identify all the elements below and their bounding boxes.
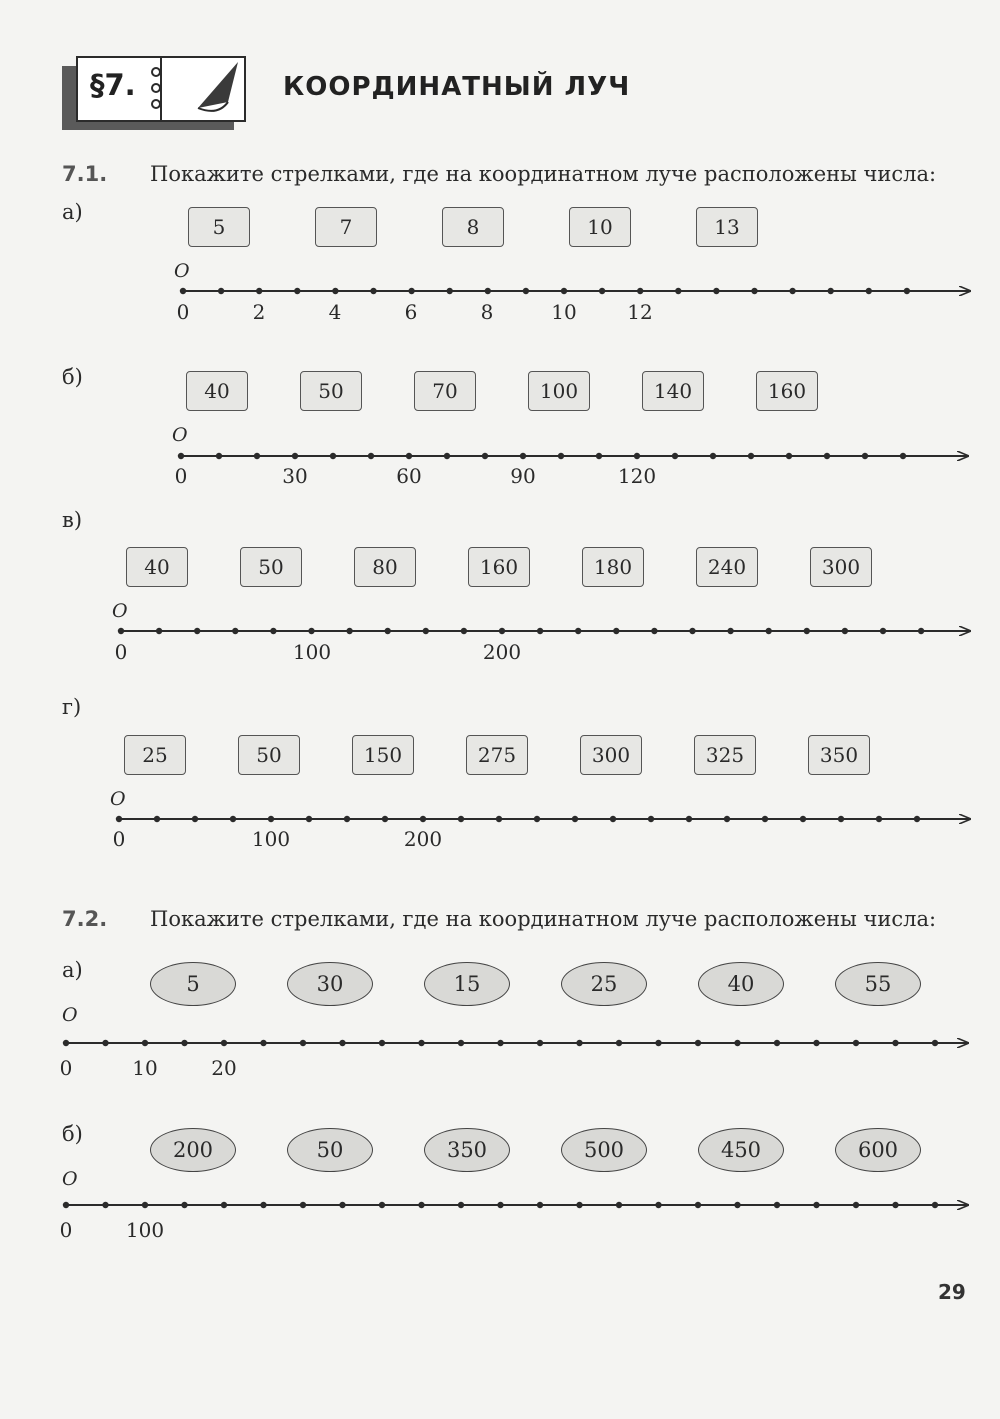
task-number-7-1: 7.1. xyxy=(62,162,108,186)
ray-tick-dot xyxy=(734,1202,740,1208)
ray-tick-dot xyxy=(838,816,844,822)
ray-tick-dot xyxy=(385,628,391,634)
ray-tick-dot xyxy=(634,453,640,459)
number-oval: 55 xyxy=(835,962,921,1006)
origin-label: O xyxy=(174,260,190,282)
number-box: 350 xyxy=(808,735,870,775)
ray-tick-dot xyxy=(675,288,681,294)
number-box: 160 xyxy=(756,371,818,411)
ray-tick-dot xyxy=(637,288,643,294)
ray-tick-dot xyxy=(710,453,716,459)
ray-tick-dot xyxy=(230,816,236,822)
ray-tick-dot xyxy=(418,1040,424,1046)
ray-tick-dot xyxy=(382,816,388,822)
number-oval: 50 xyxy=(287,1128,373,1172)
ray-tick-dot xyxy=(260,1040,266,1046)
ray-tick-dot xyxy=(339,1202,345,1208)
number-oval: 25 xyxy=(561,962,647,1006)
ray-tick-dot xyxy=(368,453,374,459)
ray-tick-dot xyxy=(534,816,540,822)
tick-label: 0 xyxy=(114,640,128,664)
ray-tick-dot xyxy=(458,1040,464,1046)
ray-tick-dot xyxy=(116,816,122,822)
ray-tick-dot xyxy=(520,453,526,459)
ray-tick-dot xyxy=(458,816,464,822)
tick-label: 0 xyxy=(59,1218,73,1242)
ray-tick-dot xyxy=(408,288,414,294)
ray-tick-dot xyxy=(346,628,352,634)
ray-tick-dot xyxy=(655,1040,661,1046)
ray-tick-dot xyxy=(918,628,924,634)
ray-tick-dot xyxy=(616,1202,622,1208)
ray-tick-dot xyxy=(892,1202,898,1208)
ray-tick-dot xyxy=(194,628,200,634)
ray-tick-dot xyxy=(572,816,578,822)
ray-tick-dot xyxy=(379,1202,385,1208)
number-box: 160 xyxy=(468,547,530,587)
ray-tick-dot xyxy=(786,453,792,459)
number-box: 7 xyxy=(315,207,377,247)
number-box: 50 xyxy=(240,547,302,587)
section-number: §7. xyxy=(90,68,136,102)
ray-tick-dot xyxy=(482,453,488,459)
ray-tick-dot xyxy=(613,628,619,634)
ray-tick-dot xyxy=(300,1202,306,1208)
ray-tick-dot xyxy=(762,816,768,822)
ray-tick-dot xyxy=(713,288,719,294)
number-oval: 200 xyxy=(150,1128,236,1172)
ray-tick-dot xyxy=(695,1202,701,1208)
ray-tick-dot xyxy=(672,453,678,459)
ray-tick-dot xyxy=(232,628,238,634)
ray-tick-dot xyxy=(813,1202,819,1208)
ray-tick-dot xyxy=(497,1202,503,1208)
number-box: 40 xyxy=(186,371,248,411)
tick-label: 0 xyxy=(112,827,126,851)
ray-tick-dot xyxy=(599,288,605,294)
ray-tick-dot xyxy=(824,453,830,459)
ray-tick-dot xyxy=(616,1040,622,1046)
ray-tick-dot xyxy=(63,1202,69,1208)
ray-tick-dot xyxy=(914,816,920,822)
number-oval: 350 xyxy=(424,1128,510,1172)
ray-tick-dot xyxy=(192,816,198,822)
number-oval: 450 xyxy=(698,1128,784,1172)
ray-tick-dot xyxy=(444,453,450,459)
task-instruction-7-2: Покажите стрелками, где на координатном луче расположены числа: xyxy=(150,907,937,931)
ray-tick-dot xyxy=(218,288,224,294)
ray-tick-dot xyxy=(379,1040,385,1046)
ray-tick-dot xyxy=(256,288,262,294)
tick-label: 20 xyxy=(211,1056,237,1080)
number-oval: 30 xyxy=(287,962,373,1006)
ray-tick-dot xyxy=(904,288,910,294)
ray-tick-dot xyxy=(892,1040,898,1046)
number-oval: 15 xyxy=(424,962,510,1006)
ray-tick-dot xyxy=(932,1040,938,1046)
ray-tick-dot xyxy=(254,453,260,459)
ray-tick-dot xyxy=(876,816,882,822)
origin-label: O xyxy=(110,788,126,810)
number-box: 70 xyxy=(414,371,476,411)
origin-label: O xyxy=(62,1004,78,1026)
ray-tick-dot xyxy=(221,1040,227,1046)
ray-tick-dot xyxy=(853,1202,859,1208)
ray-tick-dot xyxy=(180,288,186,294)
tick-label: 90 xyxy=(510,464,536,488)
number-box: 25 xyxy=(124,735,186,775)
ray-tick-dot xyxy=(853,1040,859,1046)
ray-tick-dot xyxy=(900,453,906,459)
ray-tick-dot xyxy=(576,1040,582,1046)
number-oval: 500 xyxy=(561,1128,647,1172)
ray-tick-dot xyxy=(268,816,274,822)
ray-tick-dot xyxy=(766,628,772,634)
number-box: 100 xyxy=(528,371,590,411)
tick-label: 200 xyxy=(403,827,443,851)
ray-tick-dot xyxy=(596,453,602,459)
origin-label: O xyxy=(62,1168,78,1190)
origin-label: O xyxy=(112,600,128,622)
tick-label: 0 xyxy=(176,300,190,324)
tick-label: 30 xyxy=(282,464,308,488)
ray-tick-dot xyxy=(102,1202,108,1208)
ray-tick-dot xyxy=(576,1202,582,1208)
ray-tick-dot xyxy=(537,628,543,634)
ray-tick-dot xyxy=(537,1202,543,1208)
ray-tick-dot xyxy=(118,628,124,634)
number-box: 10 xyxy=(569,207,631,247)
page-number: 29 xyxy=(938,1280,966,1304)
ray-tick-dot xyxy=(523,288,529,294)
ray-tick-dot xyxy=(734,1040,740,1046)
ray-tick-dot xyxy=(418,1202,424,1208)
number-box: 150 xyxy=(352,735,414,775)
ray-tick-dot xyxy=(499,628,505,634)
number-box: 325 xyxy=(694,735,756,775)
ray-tick-dot xyxy=(260,1202,266,1208)
ray-tick-dot xyxy=(181,1040,187,1046)
number-box: 240 xyxy=(696,547,758,587)
ray-tick-dot xyxy=(497,1040,503,1046)
number-box: 8 xyxy=(442,207,504,247)
ray-tick-dot xyxy=(686,816,692,822)
ray-tick-dot xyxy=(332,288,338,294)
ray-tick-dot xyxy=(447,288,453,294)
ray-tick-dot xyxy=(748,453,754,459)
ray-tick-dot xyxy=(178,453,184,459)
ray-tick-dot xyxy=(344,816,350,822)
ray-tick-dot xyxy=(537,1040,543,1046)
part-label-7-1-g: г) xyxy=(62,695,82,719)
ray-tick-dot xyxy=(689,628,695,634)
ray-tick-dot xyxy=(181,1202,187,1208)
tick-label: 100 xyxy=(292,640,332,664)
section-title: КООРДИНАТНЫЙ ЛУЧ xyxy=(283,72,631,102)
tick-label: 4 xyxy=(328,300,342,324)
ray-tick-dot xyxy=(292,453,298,459)
ray-tick-dot xyxy=(842,628,848,634)
ray-tick-dot xyxy=(866,288,872,294)
tick-label: 8 xyxy=(480,300,494,324)
ray-tick-dot xyxy=(804,628,810,634)
ray-tick-dot xyxy=(789,288,795,294)
ray-tick-dot xyxy=(420,816,426,822)
ray-tick-dot xyxy=(751,288,757,294)
ray-tick-dot xyxy=(306,816,312,822)
ray-tick-dot xyxy=(828,288,834,294)
tick-label: 100 xyxy=(251,827,291,851)
tick-label: 100 xyxy=(125,1218,165,1242)
ray-tick-dot xyxy=(774,1202,780,1208)
ray-tick-dot xyxy=(154,816,160,822)
ray-tick-dot xyxy=(558,453,564,459)
number-box: 13 xyxy=(696,207,758,247)
ray-tick-dot xyxy=(648,816,654,822)
number-box: 140 xyxy=(642,371,704,411)
ray-tick-dot xyxy=(727,628,733,634)
number-box: 275 xyxy=(466,735,528,775)
tick-label: 200 xyxy=(482,640,522,664)
ray-tick-dot xyxy=(300,1040,306,1046)
ray-tick-dot xyxy=(655,1202,661,1208)
ray-tick-dot xyxy=(216,453,222,459)
part-label-7-1-b: б) xyxy=(62,365,83,389)
ray-tick-dot xyxy=(695,1040,701,1046)
number-box: 180 xyxy=(582,547,644,587)
number-oval: 600 xyxy=(835,1128,921,1172)
tick-label: 0 xyxy=(174,464,188,488)
ray-tick-dot xyxy=(142,1040,148,1046)
ray-tick-dot xyxy=(651,628,657,634)
number-box: 300 xyxy=(810,547,872,587)
part-label-7-1-v: в) xyxy=(62,508,83,532)
ray-tick-dot xyxy=(406,453,412,459)
ray-tick-dot xyxy=(423,628,429,634)
ray-tick-dot xyxy=(102,1040,108,1046)
ray-tick-dot xyxy=(800,816,806,822)
ray-tick-dot xyxy=(458,1202,464,1208)
number-oval: 40 xyxy=(698,962,784,1006)
ray-tick-dot xyxy=(221,1202,227,1208)
ray-tick-dot xyxy=(880,628,886,634)
ray-tick-dot xyxy=(294,288,300,294)
ray-tick-dot xyxy=(270,628,276,634)
ray-tick-dot xyxy=(774,1040,780,1046)
part-label-7-1-a: а) xyxy=(62,200,83,224)
ray-tick-dot xyxy=(461,628,467,634)
origin-label: O xyxy=(172,424,188,446)
ray-tick-dot xyxy=(862,453,868,459)
tick-label: 60 xyxy=(396,464,422,488)
ray-tick-dot xyxy=(932,1202,938,1208)
ray-tick-dot xyxy=(575,628,581,634)
number-oval: 5 xyxy=(150,962,236,1006)
number-box: 300 xyxy=(580,735,642,775)
task-number-7-2: 7.2. xyxy=(62,907,108,931)
ray-tick-dot xyxy=(724,816,730,822)
ray-tick-dot xyxy=(610,816,616,822)
number-box: 50 xyxy=(238,735,300,775)
ray-tick-dot xyxy=(339,1040,345,1046)
tick-label: 10 xyxy=(551,300,577,324)
ray-tick-dot xyxy=(63,1040,69,1046)
tick-label: 6 xyxy=(404,300,418,324)
ray-tick-dot xyxy=(485,288,491,294)
ray-tick-dot xyxy=(496,816,502,822)
tick-label: 120 xyxy=(617,464,657,488)
ray-tick-dot xyxy=(156,628,162,634)
ray-tick-dot xyxy=(370,288,376,294)
number-box: 50 xyxy=(300,371,362,411)
ray-tick-dot xyxy=(330,453,336,459)
ray-tick-dot xyxy=(308,628,314,634)
tick-label: 0 xyxy=(59,1056,73,1080)
part-label-7-2-b: б) xyxy=(62,1122,83,1146)
part-label-7-2-a: а) xyxy=(62,958,83,982)
number-box: 40 xyxy=(126,547,188,587)
ray-tick-dot xyxy=(813,1040,819,1046)
number-box: 5 xyxy=(188,207,250,247)
ray-tick-dot xyxy=(561,288,567,294)
number-box: 80 xyxy=(354,547,416,587)
tick-label: 2 xyxy=(252,300,266,324)
tick-label: 10 xyxy=(132,1056,158,1080)
ray-tick-dot xyxy=(142,1202,148,1208)
task-instruction-7-1: Покажите стрелками, где на координатном луче расположены числа: xyxy=(150,162,937,186)
tick-label: 12 xyxy=(627,300,653,324)
